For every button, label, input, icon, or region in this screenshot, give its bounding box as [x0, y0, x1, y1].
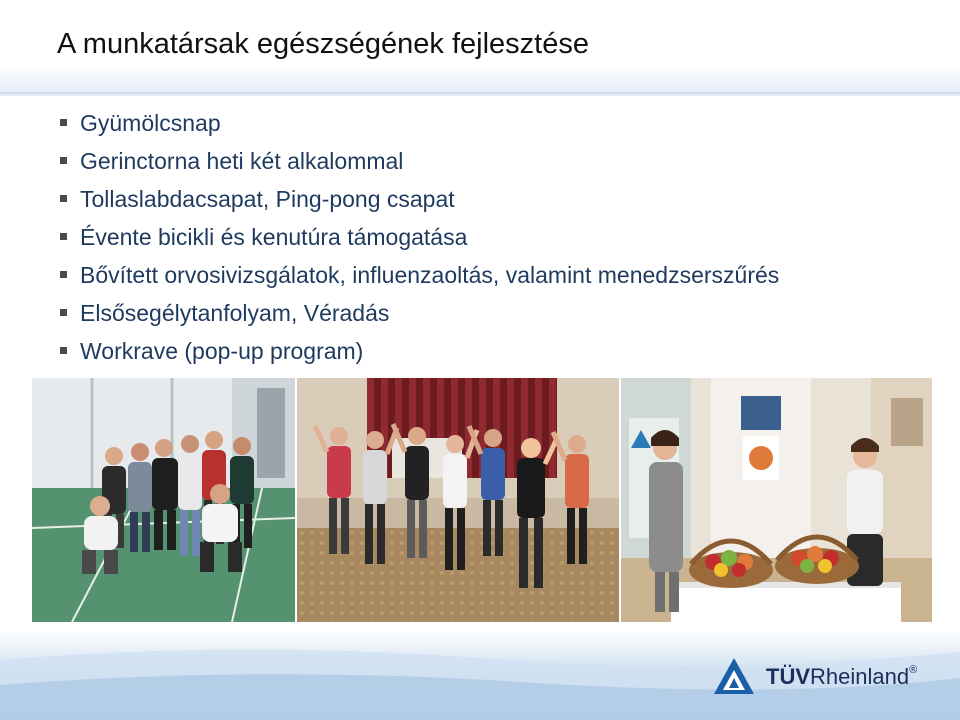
- square-bullet-icon: [60, 271, 67, 278]
- bullet-item: [60, 180, 940, 218]
- square-bullet-icon: [60, 347, 67, 354]
- slide-title: A munkatársak egészségének fejlesztése: [57, 28, 589, 60]
- dance-class-photo: [297, 378, 619, 622]
- bullet-text: Bővített orvosivizsgálatok, influenzaoltás, valamint menedzserszűrés: [80, 262, 780, 288]
- bullet-item: [60, 256, 940, 294]
- square-bullet-icon: [60, 309, 67, 316]
- gym-team-photo: [32, 378, 295, 622]
- bullet-text: Gerinctorna heti két alkalommal: [80, 148, 404, 174]
- square-bullet-icon: [60, 157, 67, 164]
- bullet-text: Elsősegélytanfolyam, Véradás: [80, 300, 390, 326]
- logo-brand-rest: Rheinland: [810, 664, 910, 689]
- registered-mark: ®: [909, 664, 918, 676]
- triangle-logo-icon: [712, 656, 756, 696]
- bullet-item: [60, 218, 940, 256]
- fruit-day-photo: [621, 378, 932, 622]
- bullet-text: Gyümölcsnap: [80, 110, 221, 136]
- bullet-item: [60, 294, 940, 332]
- bullet-item: [60, 332, 940, 370]
- bullet-text: Évente bicikli és kenutúra támogatása: [80, 224, 468, 250]
- square-bullet-icon: [60, 233, 67, 240]
- logo-wordmark: [766, 664, 917, 690]
- photo-strip: [32, 378, 932, 622]
- bullet-list: [60, 104, 940, 370]
- logo-brand-bold: TÜV: [766, 664, 810, 689]
- bullet-text: Tollaslabdacsapat, Ping-pong csapat: [80, 186, 455, 212]
- bullet-item: [60, 104, 940, 142]
- header-divider: [0, 92, 960, 96]
- square-bullet-icon: [60, 119, 67, 126]
- bullet-item: [60, 142, 940, 180]
- square-bullet-icon: [60, 195, 67, 202]
- tuv-rheinland-logo: [712, 656, 932, 700]
- bullet-text: Workrave (pop-up program): [80, 338, 364, 364]
